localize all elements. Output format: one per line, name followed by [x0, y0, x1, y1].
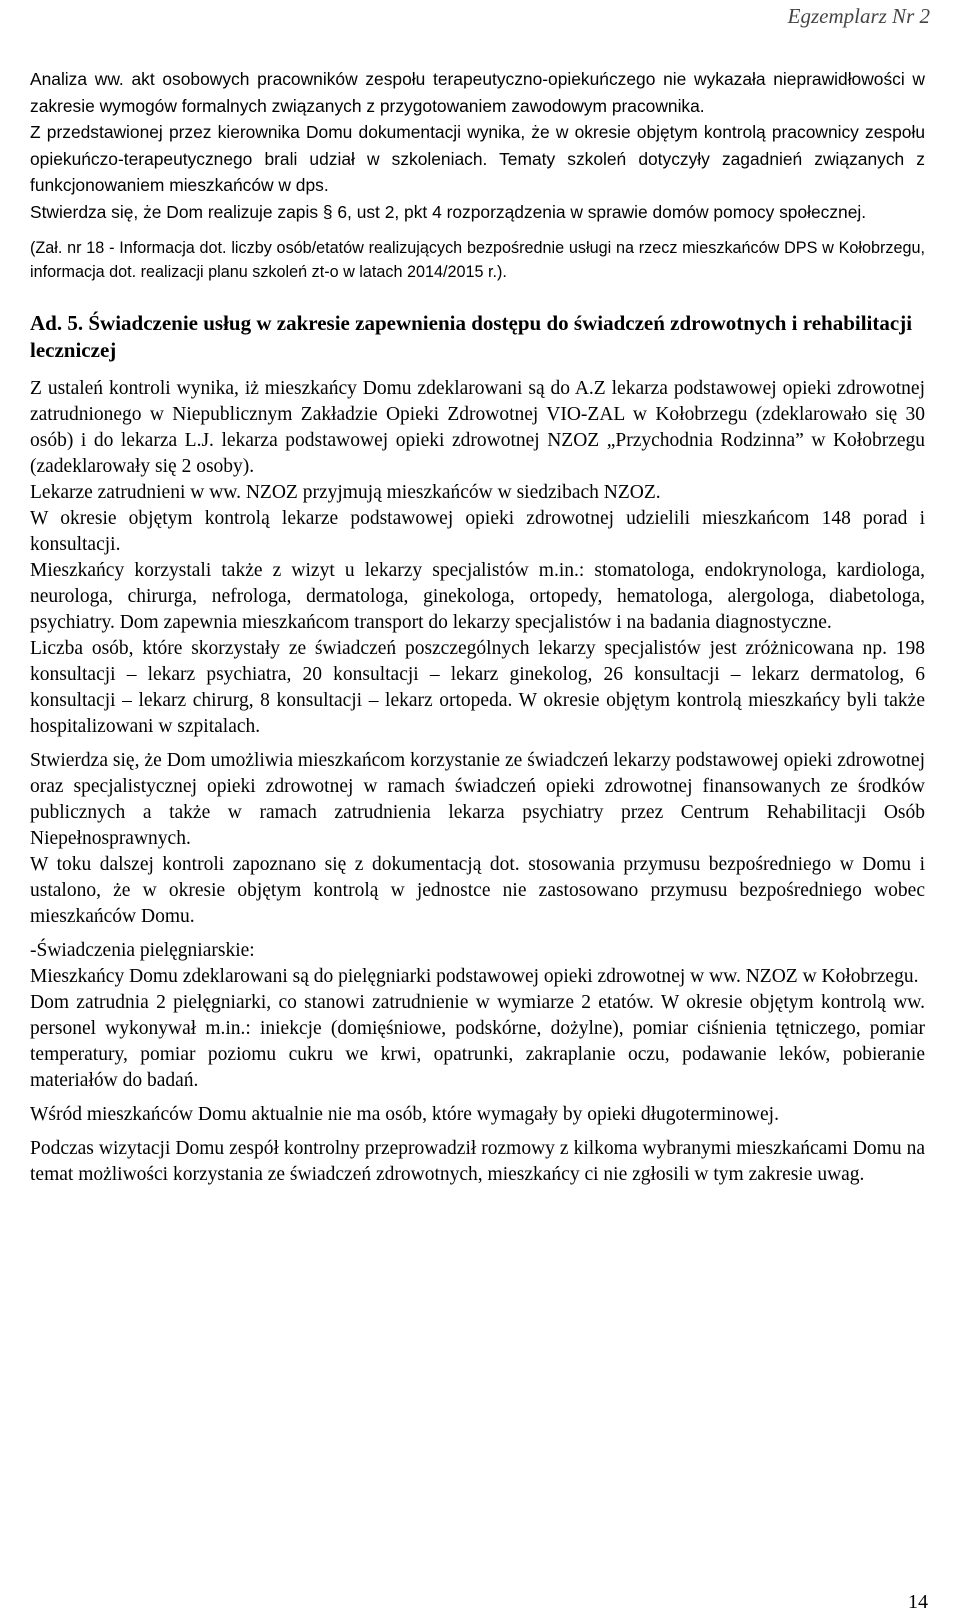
paragraph-specialists: Mieszkańcy korzystali także z wizyt u lekarzy specjalistów m.in.: stomatologa, endokrynologa, kardiologa, neurologa, chirurga, nefrologa, dermatologa, ginekologa, ortopedy, hematologa, alergologa, diabetologa, psychiatry. Dom zapewnia mieszkańcom transport do lekarzy specjalistów i na badania diagnostyczne.	[30, 559, 925, 633]
paragraph-specialist-counts: Liczba osób, które skorzystały ze świadczeń poszczególnych lekarzy specjalistów jest zróżnicowana np. 198 konsultacji – lekarz psychiatra, 20 konsultacji – lekarz ginekolog, 26 konsultacji – lekarz dermatolog, 6 konsultacji – lekarz chirurg, 8 konsultacji – lekarz ortopeda. W okresie objętym kontrolą mieszkańcy byli także hospitalizowani w szpitalach.	[30, 637, 925, 737]
page-number: 14	[908, 1591, 928, 1613]
paragraph-consultations: W okresie objętym kontrolą lekarze podstawowej opieki zdrowotnej udzielili mieszkańcom 148 porad i konsultacji.	[30, 507, 925, 555]
document-body	[30, 66, 925, 1188]
paragraph-finding-access: Stwierdza się, że Dom umożliwia mieszkańcom korzystanie ze świadczeń lekarzy podstawowej opieki zdrowotnej oraz specjalistycznej opieki zdrowotnej w ramach świadczeń opieki zdrowotnej finansowanych ze środków publicznych a także w ramach zatrudnienia lekarza psychiatry przez Centrum Rehabilitacji Osób Niepełnosprawnych.	[30, 749, 925, 849]
paragraph-regulation-compliance: Stwierdza się, że Dom realizuje zapis § 6, ust 2, pkt 4 rozporządzenia w sprawie domów pomocy społecznej.	[30, 201, 867, 222]
section-heading: Ad. 5. Świadczenie usług w zakresie zapewnienia dostępu do świadczeń zdrowotnych i rehabilitacji leczniczej	[30, 310, 913, 362]
attachment-note: (Zał. nr 18 - Informacja dot. liczby osób/etatów realizujących bezpośrednie usługi na rzecz mieszkańców DPS w Kołobrzegu, informacja dot. realizacji planu szkoleń zt-o w latach 2014/2015 r.).	[30, 238, 925, 281]
paragraph-trainings: Z przedstawionej przez kierownika Domu dokumentacji wynika, że w okresie objętym kontrolą pracownicy zespołu opiekuńczo-terapeutycznego brali udział w szkoleniach. Tematy szkoleń dotyczyły zagadnień związanych z funkcjonowaniem mieszkańców w dps.	[30, 122, 925, 196]
paragraph-nursing-heading: -Świadczenia pielęgniarskie:	[30, 939, 255, 961]
paragraph-nursing-declaration: Mieszkańcy Domu zdeklarowani są do pielęgniarki podstawowej opieki zdrowotnej w ww. NZOZ w Kołobrzegu.	[30, 965, 919, 987]
paragraph-gp-location: Lekarze zatrudnieni w ww. NZOZ przyjmują mieszkańców w siedzibach NZOZ.	[30, 481, 661, 503]
paragraph-interviews: Podczas wizytacji Domu zespół kontrolny przeprowadził rozmowy z kilkoma wybranymi mieszkańcami Domu na temat możliwości korzystania ze świadczeń zdrowotnych, mieszkańcy ci nie zgłosili w tym zakresie uwag.	[30, 1137, 925, 1185]
paragraph-coercion: W toku dalszej kontroli zapoznano się z dokumentacją dot. stosowania przymusu bezpośredniego w Domu i ustalono, że w okresie objętym kontrolą w jednostce nie zastosowano przymusu bezpośredniego wobec mieszkańców Domu.	[30, 853, 925, 927]
paragraph-staff-files: Analiza ww. akt osobowych pracowników zespołu terapeutyczno-opiekuńczego nie wykazała nieprawidłowości w zakresie wymogów formalnych związanych z przygotowaniem zawodowym pracownika.	[30, 69, 925, 116]
paragraph-gp-declaration: Z ustaleń kontroli wynika, iż mieszkańcy Domu zdeklarowani są do A.Z lekarza podstawowej opieki zdrowotnej zatrudnionego w Niepublicznym Zakładzie Opieki Zdrowotnej VIO-ZAL w Kołobrzegu (zdeklarowało się 30 osób) i do lekarza L.J. lekarza podstawowej opieki zdrowotnej NZOZ „Przychodnia Rodzinna” w Kołobrzegu (zadeklarowały się 2 osoby).	[30, 377, 925, 477]
paragraph-nursing-staff: Dom zatrudnia 2 pielęgniarki, co stanowi zatrudnienie w wymiarze 2 etatów. W okresie objętym kontrolą ww. personel wykonywał m.in.: iniekcje (domięśniowe, podskórne, dożylne), pomiar ciśnienia tętniczego, pomiar temperatury, pomiar poziomu cukru we krwi, opatrunki, zakraplanie oczu, podawanie leków, pobieranie materiałów do badań.	[30, 991, 925, 1091]
copy-number-header: Egzemplarz Nr 2	[787, 4, 930, 28]
staff-section	[30, 66, 925, 284]
paragraph-long-term-care: Wśród mieszkańców Domu aktualnie nie ma osób, które wymagały by opieki długoterminowej.	[30, 1103, 779, 1125]
